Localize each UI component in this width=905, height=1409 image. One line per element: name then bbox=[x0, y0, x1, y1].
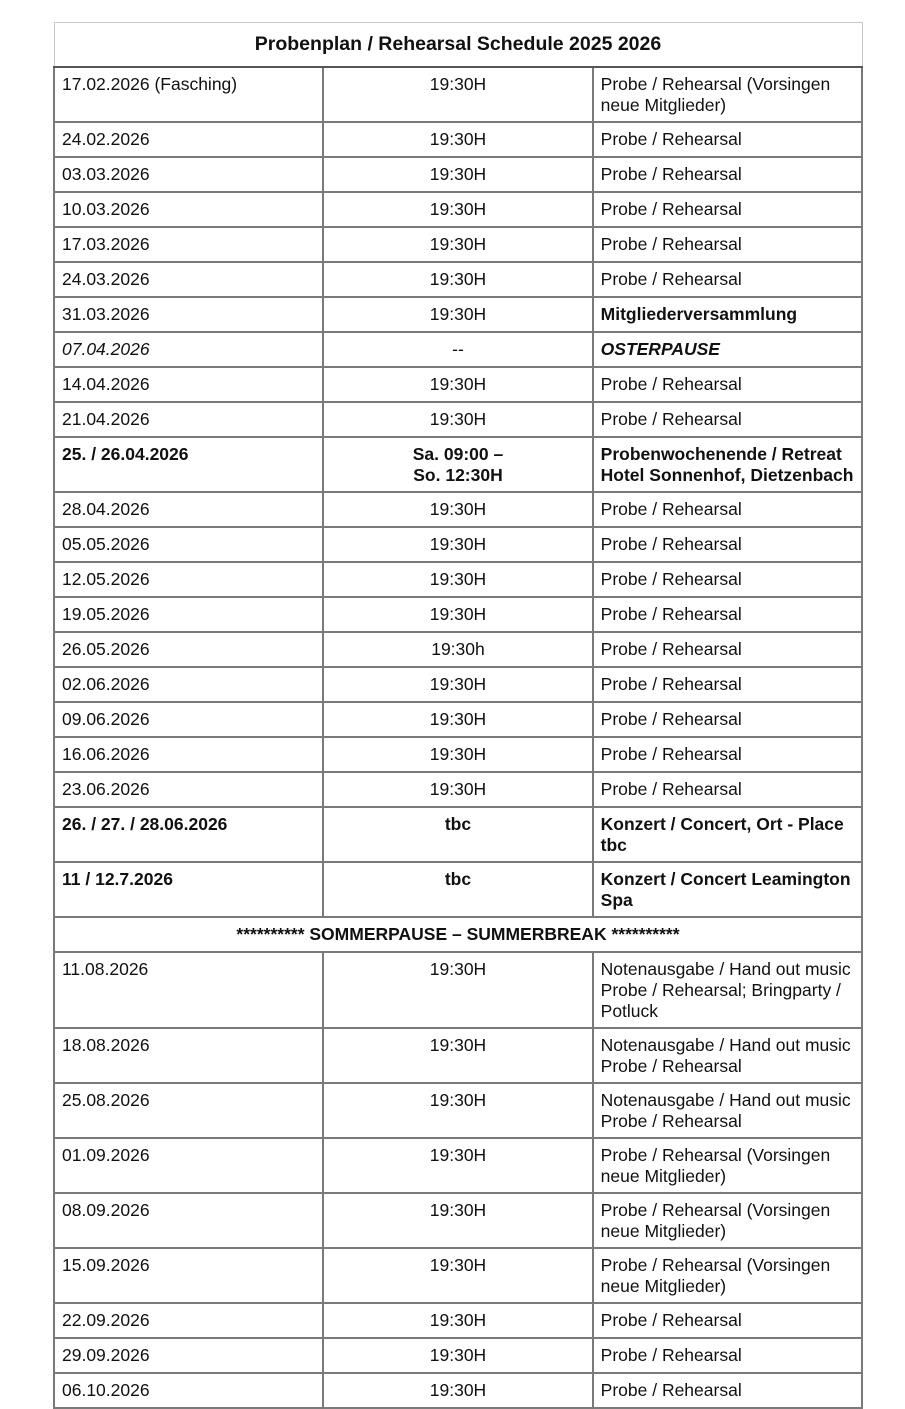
schedule-row bbox=[54, 192, 862, 227]
row-description-line: Notenausgabe / Hand out music bbox=[600, 1035, 851, 1055]
row-date: 17.02.2026 (Fasching) bbox=[54, 67, 323, 122]
row-description-line: Probe / Rehearsal bbox=[600, 604, 742, 624]
row-description-line: Probe / Rehearsal; Bringparty / Potluck bbox=[600, 980, 841, 1021]
row-description-line: Probe / Rehearsal bbox=[600, 1345, 742, 1365]
row-date: 11 / 12.7.2026 bbox=[54, 862, 323, 917]
schedule-row bbox=[54, 597, 862, 632]
row-description bbox=[593, 1373, 862, 1408]
row-time: tbc bbox=[323, 862, 592, 917]
row-date: 18.08.2026 bbox=[54, 1028, 323, 1083]
schedule-row bbox=[54, 297, 862, 332]
row-description bbox=[593, 702, 862, 737]
row-time bbox=[323, 437, 592, 492]
row-date: 19.05.2026 bbox=[54, 597, 323, 632]
row-time: 19:30H bbox=[323, 952, 592, 1028]
row-date: 09.06.2026 bbox=[54, 702, 323, 737]
row-description-line: Probe / Rehearsal bbox=[600, 374, 742, 394]
row-time: 19:30H bbox=[323, 297, 592, 332]
row-time: 19:30H bbox=[323, 367, 592, 402]
row-description-line: Probe / Rehearsal bbox=[600, 199, 742, 219]
row-description-line: Probe / Rehearsal bbox=[600, 164, 742, 184]
row-description-line: Probe / Rehearsal (Vorsingen neue Mitglieder) bbox=[600, 1200, 831, 1241]
row-date: 08.09.2026 bbox=[54, 1193, 323, 1248]
row-description bbox=[593, 67, 862, 122]
row-time: 19:30H bbox=[323, 157, 592, 192]
row-date: 15.09.2026 bbox=[54, 1248, 323, 1303]
row-description-line: Konzert / Concert, Ort - Place tbc bbox=[600, 814, 844, 855]
row-description bbox=[593, 597, 862, 632]
row-description-line: OSTERPAUSE bbox=[600, 339, 720, 359]
row-time: 19:30H bbox=[323, 492, 592, 527]
schedule-row bbox=[54, 227, 862, 262]
row-time: 19:30H bbox=[323, 192, 592, 227]
schedule-row bbox=[54, 702, 862, 737]
row-time: 19:30h bbox=[323, 632, 592, 667]
row-time: 19:30H bbox=[323, 597, 592, 632]
row-description-line: Konzert / Concert Leamington Spa bbox=[600, 869, 851, 910]
row-date: 01.09.2026 bbox=[54, 1138, 323, 1193]
schedule-row bbox=[54, 332, 862, 367]
schedule-row bbox=[54, 437, 862, 492]
row-description-line: Probe / Rehearsal (Vorsingen neue Mitglieder) bbox=[600, 74, 831, 115]
row-date: 24.03.2026 bbox=[54, 262, 323, 297]
row-description-line: Probe / Rehearsal bbox=[600, 709, 742, 729]
schedule-row bbox=[54, 737, 862, 772]
schedule-row bbox=[54, 1338, 862, 1373]
row-date: 14.04.2026 bbox=[54, 367, 323, 402]
row-date: 11.08.2026 bbox=[54, 952, 323, 1028]
schedule-table bbox=[53, 22, 863, 1409]
row-description bbox=[593, 1138, 862, 1193]
row-time: 19:30H bbox=[323, 562, 592, 597]
row-time: 19:30H bbox=[323, 262, 592, 297]
schedule-row bbox=[54, 952, 862, 1028]
row-date: 23.06.2026 bbox=[54, 772, 323, 807]
row-time: 19:30H bbox=[323, 772, 592, 807]
row-description bbox=[593, 192, 862, 227]
schedule-table-body bbox=[54, 23, 862, 1409]
schedule-row bbox=[54, 402, 862, 437]
row-time: 19:30H bbox=[323, 67, 592, 122]
row-description-line: Probe / Rehearsal bbox=[600, 1310, 742, 1330]
row-description bbox=[593, 562, 862, 597]
row-description bbox=[593, 807, 862, 862]
row-description bbox=[593, 262, 862, 297]
row-time: tbc bbox=[323, 807, 592, 862]
row-date: 31.03.2026 bbox=[54, 297, 323, 332]
row-time: 19:30H bbox=[323, 1138, 592, 1193]
row-date: 17.03.2026 bbox=[54, 227, 323, 262]
row-description-line: Probe / Rehearsal bbox=[600, 409, 742, 429]
row-description-line: Probe / Rehearsal bbox=[600, 779, 742, 799]
row-description bbox=[593, 1193, 862, 1248]
row-description bbox=[593, 1338, 862, 1373]
row-time: 19:30H bbox=[323, 1303, 592, 1338]
row-time: 19:30H bbox=[323, 527, 592, 562]
row-date: 29.09.2026 bbox=[54, 1338, 323, 1373]
schedule-row bbox=[54, 1083, 862, 1138]
row-date: 03.03.2026 bbox=[54, 157, 323, 192]
row-description bbox=[593, 1248, 862, 1303]
row-description bbox=[593, 1303, 862, 1338]
row-time: 19:30H bbox=[323, 1373, 592, 1408]
row-date: 07.04.2026 bbox=[54, 332, 323, 367]
row-description bbox=[593, 492, 862, 527]
row-description-line: Probe / Rehearsal bbox=[600, 234, 742, 254]
row-description-line: Probe / Rehearsal bbox=[600, 1056, 742, 1076]
row-date: 06.10.2026 bbox=[54, 1373, 323, 1408]
row-time: 19:30H bbox=[323, 122, 592, 157]
row-description bbox=[593, 297, 862, 332]
row-description-line: Probe / Rehearsal bbox=[600, 569, 742, 589]
row-description-line: Probe / Rehearsal (Vorsingen neue Mitglieder) bbox=[600, 1145, 831, 1186]
row-description bbox=[593, 157, 862, 192]
row-date: 12.05.2026 bbox=[54, 562, 323, 597]
row-time: 19:30H bbox=[323, 1083, 592, 1138]
row-description-line: Probenwochenende / Retreat bbox=[600, 444, 842, 464]
row-date: 26. / 27. / 28.06.2026 bbox=[54, 807, 323, 862]
schedule-row bbox=[54, 527, 862, 562]
row-time: 19:30H bbox=[323, 1248, 592, 1303]
schedule-row bbox=[54, 1303, 862, 1338]
row-description-line: Probe / Rehearsal bbox=[600, 744, 742, 764]
row-date: 24.02.2026 bbox=[54, 122, 323, 157]
row-date: 05.05.2026 bbox=[54, 527, 323, 562]
row-time: 19:30H bbox=[323, 227, 592, 262]
row-description-line: Probe / Rehearsal bbox=[600, 639, 742, 659]
schedule-row bbox=[54, 1373, 862, 1408]
row-date: 25.08.2026 bbox=[54, 1083, 323, 1138]
row-time: 19:30H bbox=[323, 1028, 592, 1083]
row-description bbox=[593, 862, 862, 917]
row-description bbox=[593, 122, 862, 157]
row-time-line: Sa. 09:00 – bbox=[412, 444, 504, 464]
schedule-row bbox=[54, 562, 862, 597]
row-date: 16.06.2026 bbox=[54, 737, 323, 772]
row-description bbox=[593, 437, 862, 492]
row-time: 19:30H bbox=[323, 667, 592, 702]
row-description-line: Probe / Rehearsal bbox=[600, 534, 742, 554]
row-description bbox=[593, 772, 862, 807]
schedule-document bbox=[53, 22, 863, 1409]
row-date: 25. / 26.04.2026 bbox=[54, 437, 323, 492]
row-description bbox=[593, 1028, 862, 1083]
row-description bbox=[593, 332, 862, 367]
row-description-line: Probe / Rehearsal (Vorsingen neue Mitglieder) bbox=[600, 1255, 831, 1296]
schedule-row bbox=[54, 1248, 862, 1303]
row-description-line: Mitgliederversammlung bbox=[600, 304, 798, 324]
row-time-line: So. 12:30H bbox=[413, 465, 503, 485]
row-date: 22.09.2026 bbox=[54, 1303, 323, 1338]
row-description-line: Notenausgabe / Hand out music bbox=[600, 959, 851, 979]
schedule-row bbox=[54, 1138, 862, 1193]
row-description bbox=[593, 737, 862, 772]
row-time: 19:30H bbox=[323, 702, 592, 737]
row-description bbox=[593, 402, 862, 437]
row-time: -- bbox=[323, 332, 592, 367]
row-description-line: Probe / Rehearsal bbox=[600, 674, 742, 694]
schedule-row bbox=[54, 262, 862, 297]
row-description bbox=[593, 527, 862, 562]
row-description-line: Probe / Rehearsal bbox=[600, 269, 742, 289]
schedule-row bbox=[54, 122, 862, 157]
schedule-row bbox=[54, 1193, 862, 1248]
schedule-row bbox=[54, 492, 862, 527]
schedule-row bbox=[54, 862, 862, 917]
row-date: 10.03.2026 bbox=[54, 192, 323, 227]
row-description-line: Probe / Rehearsal bbox=[600, 1380, 742, 1400]
row-date: 02.06.2026 bbox=[54, 667, 323, 702]
row-time: 19:30H bbox=[323, 737, 592, 772]
schedule-row bbox=[54, 667, 862, 702]
row-description bbox=[593, 367, 862, 402]
row-date: 28.04.2026 bbox=[54, 492, 323, 527]
row-time: 19:30H bbox=[323, 1338, 592, 1373]
schedule-row bbox=[54, 367, 862, 402]
summer-break-label: ********** SOMMERPAUSE – SUMMERBREAK ********** bbox=[54, 917, 862, 952]
schedule-title: Probenplan / Rehearsal Schedule 2025 2026 bbox=[54, 23, 862, 68]
row-description bbox=[593, 667, 862, 702]
schedule-row bbox=[54, 807, 862, 862]
schedule-row bbox=[54, 772, 862, 807]
row-description bbox=[593, 227, 862, 262]
row-description-line: Probe / Rehearsal bbox=[600, 1111, 742, 1131]
row-time: 19:30H bbox=[323, 402, 592, 437]
row-description-line: Hotel Sonnenhof, Dietzenbach bbox=[600, 465, 854, 485]
row-time: 19:30H bbox=[323, 1193, 592, 1248]
row-description-line: Probe / Rehearsal bbox=[600, 129, 742, 149]
summer-break-row bbox=[54, 917, 862, 952]
row-description bbox=[593, 632, 862, 667]
row-description bbox=[593, 952, 862, 1028]
row-date: 26.05.2026 bbox=[54, 632, 323, 667]
schedule-row bbox=[54, 632, 862, 667]
schedule-row bbox=[54, 1028, 862, 1083]
schedule-row bbox=[54, 67, 862, 122]
title-row bbox=[54, 23, 862, 68]
schedule-row bbox=[54, 157, 862, 192]
row-date: 21.04.2026 bbox=[54, 402, 323, 437]
row-description-line: Notenausgabe / Hand out music bbox=[600, 1090, 851, 1110]
row-description-line: Probe / Rehearsal bbox=[600, 499, 742, 519]
row-description bbox=[593, 1083, 862, 1138]
